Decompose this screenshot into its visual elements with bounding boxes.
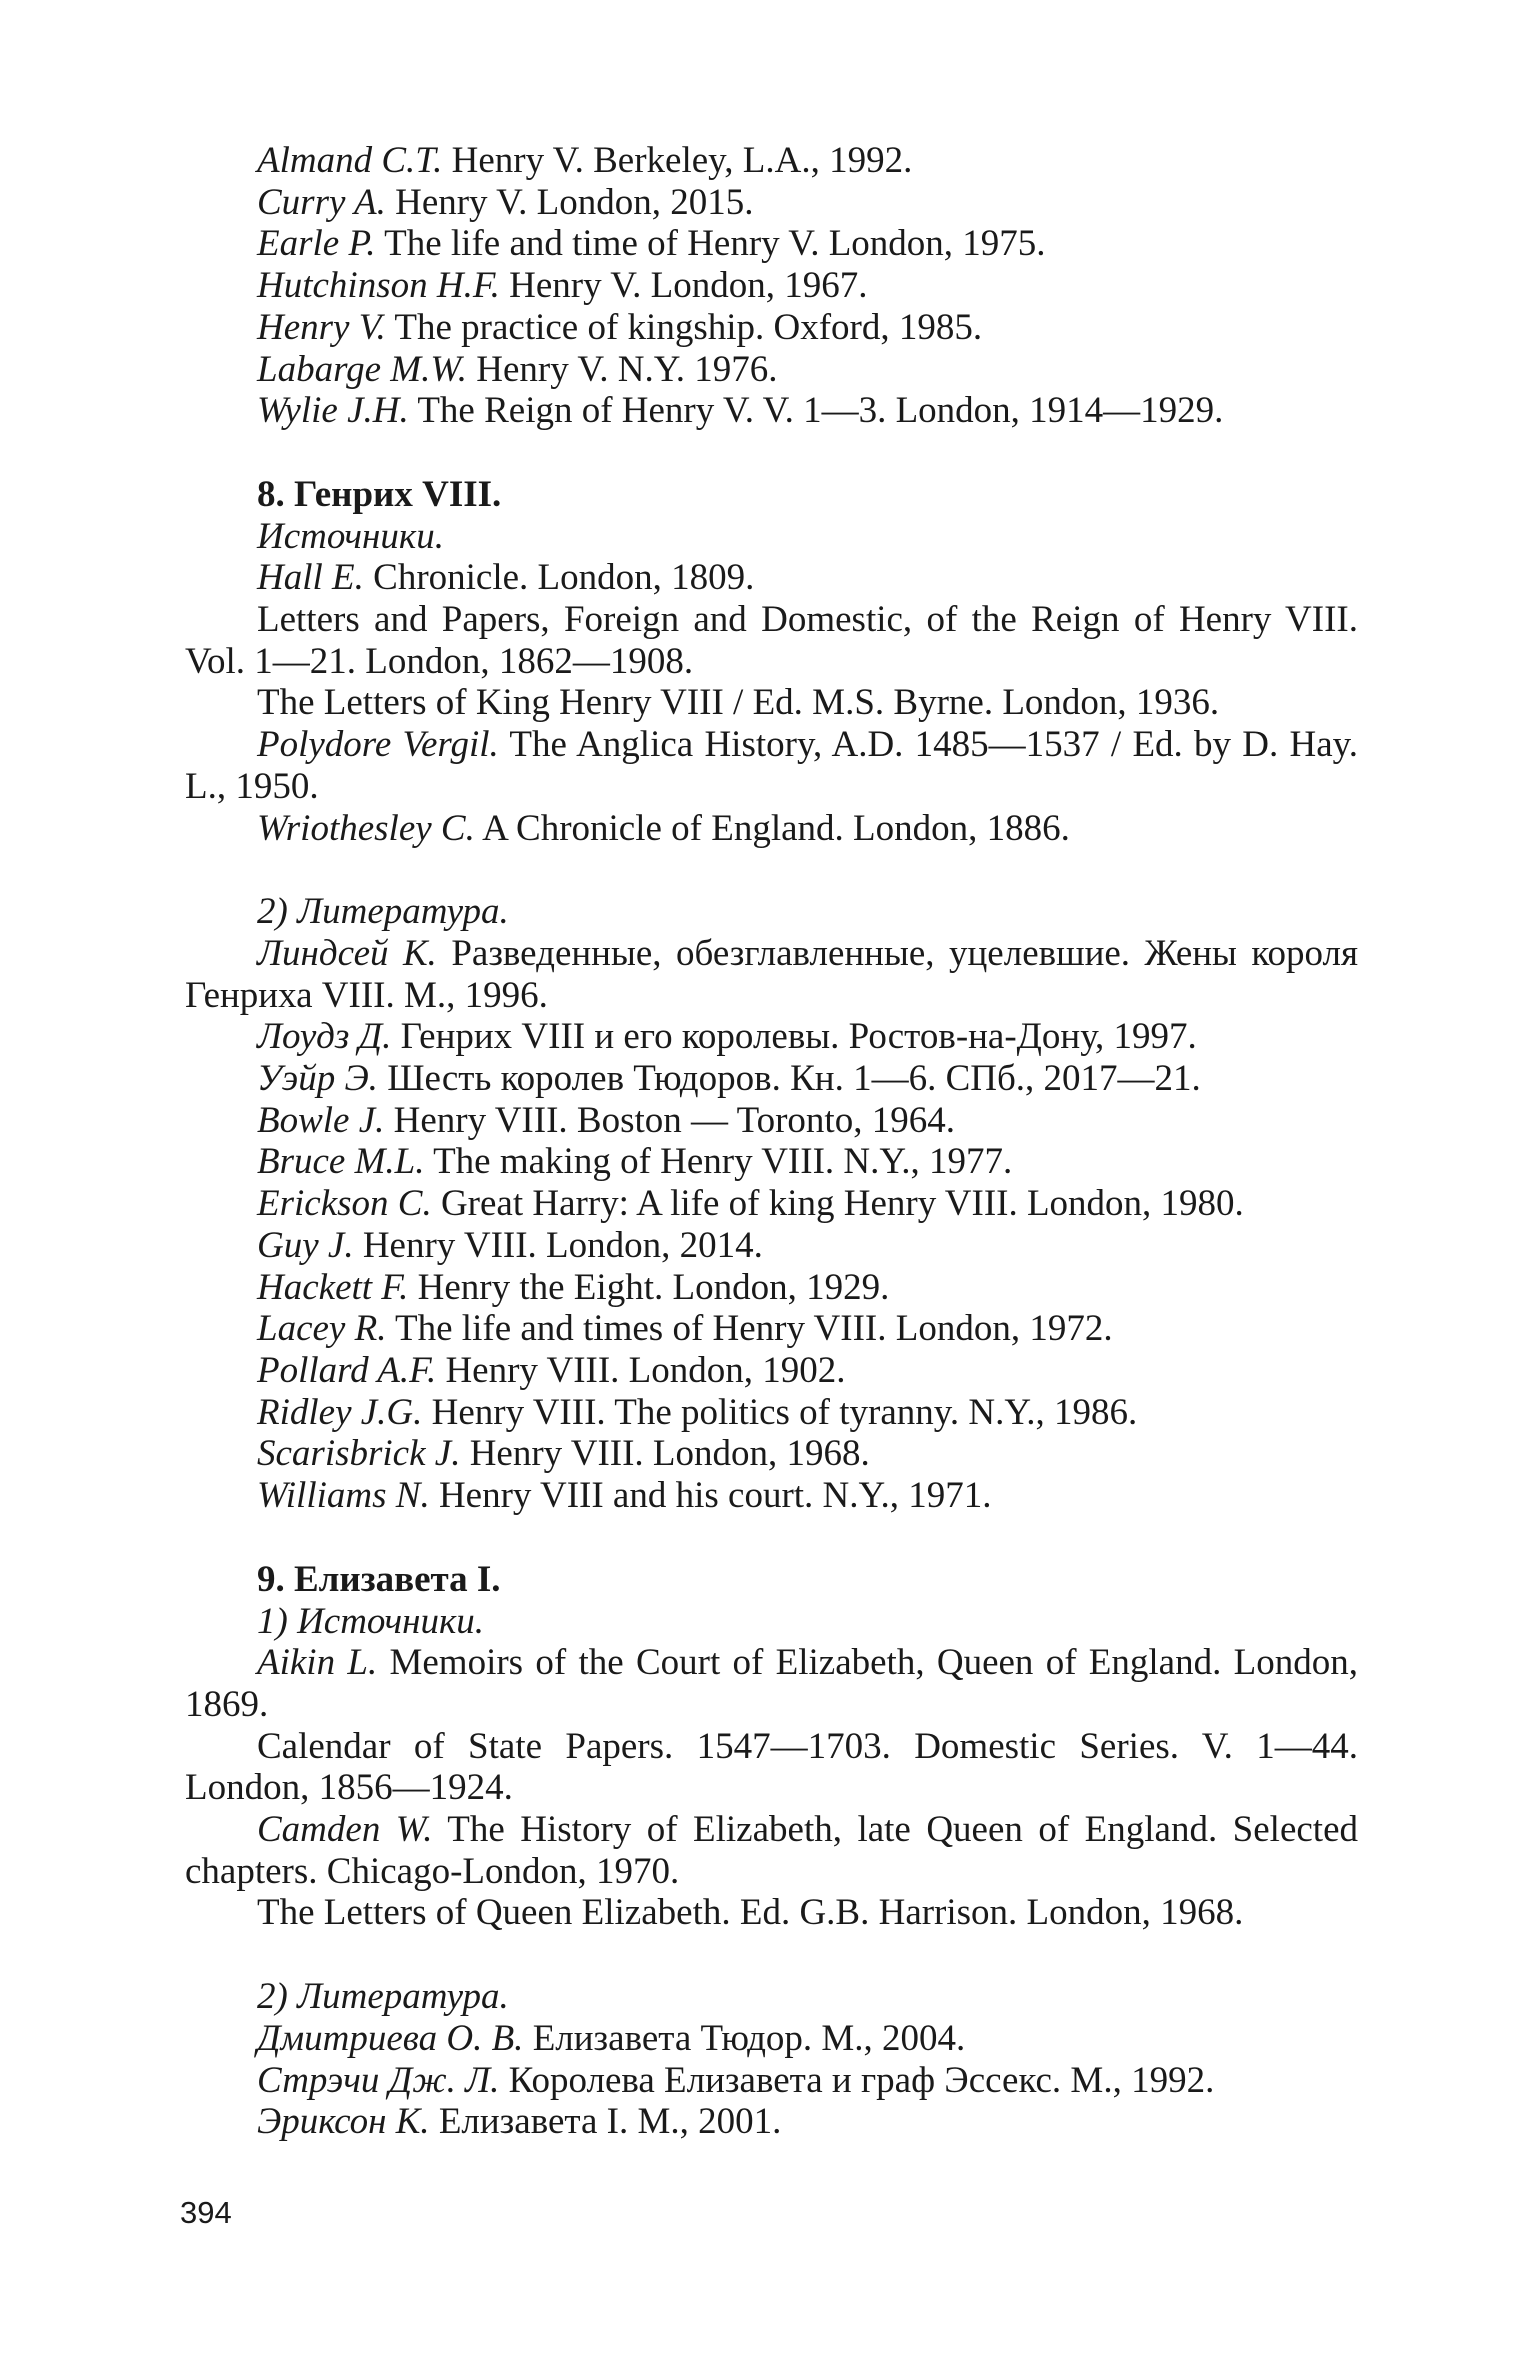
bib-details: Henry V. London, 2015. bbox=[385, 181, 754, 223]
bib-author: Guy J. bbox=[257, 1224, 354, 1266]
bib-details: Henry VIII. London, 2014. bbox=[353, 1224, 763, 1266]
bib-author: Лоудз Д. bbox=[257, 1016, 392, 1058]
bib-details: Calendar of State Papers. 1547—1703. Domestic Series. V. 1—44. London, 1856—1924. bbox=[185, 1725, 1358, 1809]
bib-author: Polydore Vergil. bbox=[257, 724, 499, 766]
bib-entry bbox=[185, 1642, 1358, 1725]
bib-author: Labarge M.W. bbox=[257, 348, 468, 390]
bib-author: Bowle J. bbox=[257, 1099, 385, 1141]
sources-label: 1) Источники. bbox=[257, 1600, 485, 1642]
bib-details: Генрих VIII и его королевы. Ростов-на-Дону, 1997. bbox=[391, 1016, 1197, 1058]
bib-details: Henry V. Berkeley, L.A., 1992. bbox=[442, 140, 913, 181]
bib-entry bbox=[185, 1809, 1358, 1892]
bib-details: Елизавета Тюдор. М., 2004. bbox=[523, 2017, 966, 2059]
bib-details: Henry V. N.Y. 1976. bbox=[467, 348, 778, 390]
bib-details: Great Harry: A life of king Henry VIII. London, 1980. bbox=[431, 1183, 1244, 1225]
bib-entry bbox=[185, 2018, 1358, 2060]
bib-author: Erickson C. bbox=[257, 1183, 432, 1225]
bibliography-text bbox=[185, 140, 1358, 2143]
bib-author: Earle P. bbox=[257, 223, 376, 265]
bib-author: Wylie J.H. bbox=[257, 390, 409, 432]
bib-entry bbox=[185, 808, 1358, 850]
bib-details: Henry VIII. London, 1968. bbox=[460, 1433, 870, 1475]
bib-author: Henry V. bbox=[257, 306, 386, 348]
bib-details: The making of Henry VIII. N.Y., 1977. bbox=[424, 1141, 1013, 1183]
bib-entry bbox=[185, 1475, 1358, 1517]
bib-author: Almand C.T. bbox=[257, 140, 443, 181]
bib-details: Шесть королев Тюдоров. Кн. 1—6. СПб., 2017—21. bbox=[377, 1058, 1201, 1100]
bib-author: Эриксон К. bbox=[257, 2101, 430, 2143]
bib-details: The Letters of King Henry VIII / Ed. M.S. Byrne. London, 1936. bbox=[257, 682, 1220, 724]
bib-details: The Letters of Queen Elizabeth. Ed. G.B. Harrison. London, 1968. bbox=[257, 1892, 1244, 1934]
bib-entry bbox=[185, 933, 1358, 1016]
bib-details: Memoirs of the Court of Elizabeth, Queen of England. London, 1869. bbox=[185, 1642, 1358, 1725]
bib-details: Разведенные, обезглавленные, уцелевшие. Жены короля Генриха VIII. М., 1996. bbox=[185, 932, 1358, 1016]
bib-author: Hutchinson H.F. bbox=[257, 265, 500, 307]
bib-author: Williams N. bbox=[257, 1475, 430, 1517]
bib-details: Henry V. London, 1967. bbox=[499, 265, 868, 307]
section-henry-viii bbox=[185, 474, 1358, 1517]
page-number: 394 bbox=[180, 2195, 232, 2230]
bib-details: A Chronicle of England. London, 1886. bbox=[474, 807, 1070, 849]
bib-entry bbox=[185, 1100, 1358, 1142]
bib-entry bbox=[185, 599, 1358, 682]
bib-entry bbox=[185, 1350, 1358, 1392]
bib-details: Chronicle. London, 1809. bbox=[363, 557, 755, 599]
bib-author: Camden W. bbox=[257, 1809, 433, 1851]
bib-entry bbox=[185, 557, 1358, 599]
sources-label: Источники. bbox=[257, 515, 444, 557]
bib-details: The life and times of Henry VIII. London, 1972. bbox=[386, 1308, 1113, 1350]
bib-entry bbox=[185, 2060, 1358, 2102]
bib-entry bbox=[185, 682, 1358, 724]
bib-details: The practice of kingship. Oxford, 1985. bbox=[385, 306, 983, 348]
bib-entry bbox=[185, 1016, 1358, 1058]
bib-author: Curry A. bbox=[257, 181, 386, 223]
bib-author: Lacey R. bbox=[257, 1308, 387, 1350]
bib-author: Hall E. bbox=[257, 557, 364, 599]
bib-entry bbox=[185, 1892, 1358, 1934]
section-gap bbox=[185, 432, 1358, 474]
section-heading: 9. Елизавета I. bbox=[257, 1558, 501, 1600]
bib-author: Bruce M.L. bbox=[257, 1141, 425, 1183]
bib-entry bbox=[185, 724, 1358, 807]
bib-entry bbox=[185, 1726, 1358, 1809]
bib-author: Aikin L. bbox=[257, 1642, 378, 1684]
bib-author: Ridley J.G. bbox=[257, 1391, 423, 1433]
section-gap bbox=[185, 849, 1358, 891]
bib-details: Henry VIII and his court. N.Y., 1971. bbox=[429, 1475, 992, 1517]
bib-author: Дмитриева О. В. bbox=[257, 2017, 524, 2059]
bib-entry bbox=[185, 1058, 1358, 1100]
bib-details: Елизавета I. М., 2001. bbox=[429, 2101, 782, 2143]
section-gap bbox=[185, 1517, 1358, 1559]
bib-entry bbox=[185, 1183, 1358, 1225]
bib-details: The life and time of Henry V. London, 1975. bbox=[375, 223, 1046, 265]
bib-entry bbox=[185, 1267, 1358, 1309]
bib-details: Henry VIII. Boston — Toronto, 1964. bbox=[384, 1099, 955, 1141]
bib-details: Королева Елизавета и граф Эссекс. М., 1992. bbox=[499, 2059, 1215, 2101]
bib-author: Pollard A.F. bbox=[257, 1349, 437, 1391]
bib-entry bbox=[185, 1433, 1358, 1475]
henry-v-list bbox=[185, 140, 1358, 432]
literature-label: 2) Литература. bbox=[257, 1976, 509, 2018]
bib-entry bbox=[185, 265, 1358, 307]
bib-entry bbox=[185, 2101, 1358, 2143]
section-elizabeth-i bbox=[185, 1559, 1358, 2143]
bib-details: The Anglica History, A.D. 1485—1537 / Ed. by D. Hay. L., 1950. bbox=[185, 724, 1358, 807]
literature-label: 2) Литература. bbox=[257, 891, 509, 933]
bib-author: Hackett F. bbox=[257, 1266, 409, 1308]
bib-author: Уэйр Э. bbox=[257, 1058, 378, 1100]
bib-entry bbox=[185, 349, 1358, 391]
section-heading: 8. Генрих VIII. bbox=[257, 473, 502, 515]
bib-entry bbox=[185, 1308, 1358, 1350]
bib-details: The History of Elizabeth, late Queen of England. Selected chapters. Chicago-London, 1970. bbox=[185, 1809, 1358, 1892]
bib-details: Henry the Eight. London, 1929. bbox=[408, 1266, 890, 1308]
bib-entry bbox=[185, 140, 1358, 182]
bib-details: Henry VIII. The politics of tyranny. N.Y., 1986. bbox=[422, 1391, 1138, 1433]
bib-author: Стрэчи Дж. Л. bbox=[257, 2059, 500, 2101]
bib-author: Wriothesley C. bbox=[257, 807, 475, 849]
bib-details: The Reign of Henry V. V. 1—3. London, 1914—1929. bbox=[408, 390, 1224, 432]
bib-author: Scarisbrick J. bbox=[257, 1433, 461, 1475]
bib-entry bbox=[185, 1392, 1358, 1434]
bib-entry bbox=[185, 1225, 1358, 1267]
bib-author: Линдсей К. bbox=[257, 932, 437, 974]
bib-details: Letters and Papers, Foreign and Domestic, of the Reign of Henry VIII. Vol. 1—21. London, 1862—1908. bbox=[185, 599, 1358, 682]
bib-entry bbox=[185, 223, 1358, 265]
section-gap bbox=[185, 1934, 1358, 1976]
bib-entry bbox=[185, 390, 1358, 432]
bib-entry bbox=[185, 307, 1358, 349]
bib-entry bbox=[185, 182, 1358, 224]
bib-entry bbox=[185, 1141, 1358, 1183]
bib-details: Henry VIII. London, 1902. bbox=[436, 1349, 846, 1391]
